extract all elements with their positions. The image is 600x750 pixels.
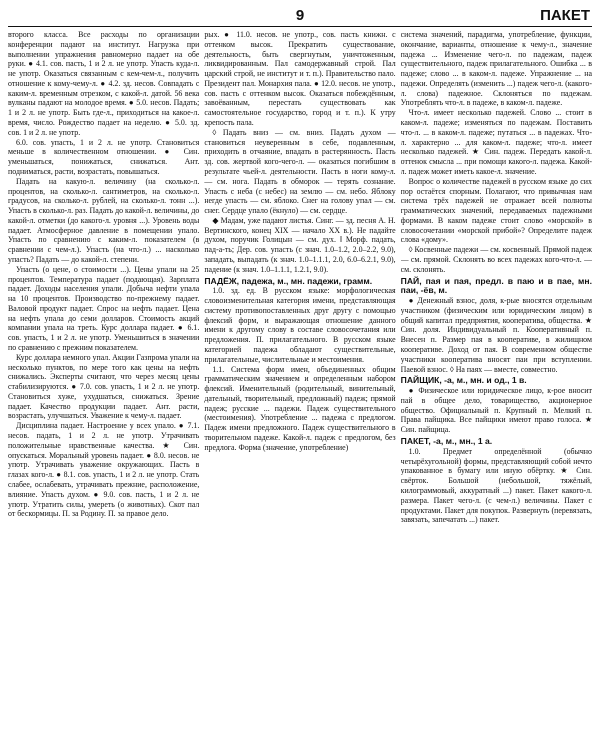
paragraph: система значений, парадигма, употребление, функции, окончание, варианты, отношение к чему-л., значение падежа ... Изменение чего-л. по падежам, падеж существительного, падеж прилагательного. Ошибка ... в падеже; слово ... в каком-л. падеже. Упражнение ... на падежи. Определять (изменить ...) падеж чего-л. (какого-л. слова) падежное. Склоняться по падежам. Употреблять что-л. в падеже, в каком-л. падеже. — [400, 30, 592, 108]
column-right — [401, 30, 592, 746]
paragraph: ● Денежный взнос, доля, к-рые вносятся отдельным участником (физическим или юридическим лицом) в общий капитал предприятия, кооператива, общества. ★ Син. доля. Индивидуальный п. Кооперативный п. Внесен п. Размер пая в кооперативе, в жилищном кооперативе. Доход от пая. В современном обществе участники кооператива вносят паи при вступлении. Паевой взнос. ◊ На паях — вместе, совместно. — [400, 296, 592, 374]
paragraph: ◊ Падать вниз — см. вниз. Падать духом — становиться неуверенным в себе, подавленным, приходить в отчаяние, впадать в растерянность. Пасть зд. сов. жертвой кого-чего-л. — оказаться погибшим в результате чьей-л. деятельности. Пасть в ноги кому-л. — см. нога. Падать в обморок — терять сознание. Упасть с неба (с небес) на землю — см. небо. Яблоку негде упасть — см. яблоко. Снег на голову упал — см. снег. Сердце упало (ёкнуло) — см. сердце. — [204, 127, 396, 216]
paragraph: Упасть (о цене, о стоимости ...). Цены упали на 25 процентов. Температура падает (подающая). Зарплата падает. Доходы населения упали. Добыча нефти упала на 10 процентов. Производство по-прежнему падает. Валовой продукт падает. Спрос на нефть падает. Цена на нефть упала до семи долларов. Стоимость акций компании упала на треть. Курс доллара падает. ● 6.1. сов. упасть, 1 и 2 л. не употр. Уменьшиться в значении по сравнению с прежним показателем. — [8, 264, 200, 352]
paragraph: второго класса. Все расходы по организации конференции падают на институт. Нагрузка при выполнении упражнения равномерно падает на обе руки. ● 4.1. сов. пасть, 1 и 2 л. не употр. Упасть куда-л. не употр. Оказаться связанным с кем-чем-л., получить отношение к кому-чему-л. ● 4.2. зд. несов. Совпадать с каким-л. временным отрезком, с какой-л. датой. 56 века вулканы падают на молодое время. ● 5.0. несов. Падать; 1 и 2 л. не употр. Быть где-л., приходиться на какое-л. время, число. Рождество падает на неделю. ● 5.0. зд. сов. 1 и 2 л. не употр. — [8, 30, 200, 137]
entry-headword: ПАЙЩИК, -а, м., мн. и од., 1 в. — [400, 375, 527, 386]
paragraph: Дисциплина падает. Настроение у всех упало. ● 7.1. несов. падать, 1 и 2 л. не употр. Утрачивать положительные нравственные качества. ★ Син. опускаться. Моральный уровень падает. ● 8.0. несов. не употр. Утрачивать уважение окружающих. Пасть в глазах кого-л. ● 8.1. сов. упасть, 1 и 2 л. не употр. Стать слабее, ослабевать, утрачивать прежние, расположение, влияние. Упасть духом. ● 9.0. сов. пасть, 1 и 2 л. не употр. Утратить силы, умереть (о животных). Скот пал от бескормицы. П. за Родину. П. за правое дело. — [8, 421, 200, 519]
paragraph: ◆ Мадам, уже падают листья. Синг. — зд. песня А. Н. Вертинского, конец XIX — начало XX в.). Не падайте духом, поручик Голицын — см. дух. ‖ Морф. падать, пад-а-ть; Дер. сов. упасть (с знач. 1.0–1.2, 2.0–2.2, 9.0), западать, выпадать (к знач. 1.0–1.1.1, 2.0, 6.0–6.2.1, 9.0), падение (к знач. 1.0–1.1.1, 1.2.1, 9.0). — [204, 215, 396, 274]
entry-headword: ПАДЁЖ, падежа, м., мн. падежи, грамм. — [204, 275, 373, 286]
paragraph: ● Физическое или юридическое лицо, к-рое вносит пай в общее дело, товарищество, акционерное общество. Официальный п. Крупный п. Мелкий п. Права пайщика. Все пайщики имеют право голоса. ★ Син. пайщица. — [400, 386, 592, 435]
paragraph: 1.0. зд. ед. В русском языке: морфологическая словоизменительная категория имени, представляющая систему противопоставленных друг другу с помощью флексий форм, и выражающая отношение данного имени к другому слову в составе словосочетания или предложения. П. прилагательного. В русском языке категорией падежа обладают существительные, прилагательные, числительные и местоимения. — [204, 286, 396, 364]
paragraph: ◊ Косвенные падежи — см. косвенный. Прямой падеж — см. прямой. Склонять во всех падежах кого-что-л. — см. склонять. — [400, 245, 592, 274]
paragraph: Курс доллара немного упал. Акции Газпрома упали на несколько пунктов, по мере того как цены на нефть снижались. Эксперты считают, что через месяц цены стабилизируются. ● 7.0. сов. упасть, 1 и 2 л. не употр. Становиться хуже, ухудшаться, снижаться. Зрение падает. Качество продукции падает. Ант. расти, возрастать, улучшаться. Уважение к чему-л. падает. — [8, 352, 200, 421]
paragraph: 6.0. сов. упасть, 1 и 2 л. не употр. Становиться меньше в количественном отношении. ● Син. уменьшаться, понижаться, снижаться. Ант. подниматься, расти, возрастать, повышаться. — [8, 137, 200, 176]
paragraph: 1.0. Предмет определённой (обычно четырёхугольной) формы, представляющий собой нечто упакованное в бумагу или иную обёртку. ★ Син. свёрток. Большой (небольшой, тяжёлый, килограммовый, аккуратный ...) пакет. Пакет какого-л. размера. Пакет чего-л. (с чем-л.) величины. Пакет с продуктами. Пакет для покупок. Развернуть (перевязать, завязать, запечатать ...) пакет. — [400, 446, 592, 525]
paragraph: Вопрос о количестве падежей в русском языке до сих пор остаётся спорным. Полагают, что привычная нам система трёх падежей не отражает всей полноты грамматических значений, передаваемых падежными формами. В каком падеже стоит слово «морской» в словосочетании «морской прибой»? Определите падеж слова «дому». — [400, 176, 592, 245]
text-columns — [8, 30, 592, 746]
page-number: 9 — [295, 7, 305, 24]
entry-headword: ПАЙ, пая и пая, предл. в паю и в пае, мн. паи, -ёв, м. — [400, 275, 592, 296]
page-header — [8, 6, 592, 27]
running-head: ПАКЕТ — [540, 7, 590, 24]
paragraph: Что-л. имеет несколько падежей. Слово ... стоит в каком-л. падеже; изменяться по падежам. Поставить что-л. ... в каком-л. падеже; путаться ... в падежах. Что-л. характерно ... для каком-л. падеже; что-л. имеет несколько падежей. ★ Син. падеж. Передать какой-л. оттенок смысла ... при помощи какого-л. падежа. Какой-л. падеж может иметь какое-л. значение. — [400, 108, 592, 176]
paragraph: рых. ● 11.0. несов. не употр., сов. пасть книжн. с оттенком высок. Прекратить существование, деятельность, быть свергнутым, уничтоженным, ликвидированным. Пал самодержавный строй. Пал царский строй, не институт и т. п.). Правительство пало. Президент пал. Монархия пала. ● 12.0. несов. не употр., сов. пасть с оттенком высок. Оказаться побеждённым, завоёванным, перестать существовать как самостоятельное государство, город и т. п.). К утру крепость пала. — [204, 30, 396, 128]
column-left — [8, 30, 199, 746]
paragraph: 1.1. Система форм имен, объединенных общим грамматическим значением и определенным набором флексий. Именительный (родительный, винительный, дательный, творительный, предложный) падеж; прямой падеж; русские ... падежи. Падеж существительного (местоимения). Употребление ... падежа с предлогом. Падеж имени предложного. Падеж существительного в творительном падеже. Какой-л. падеж с предлогом, без предлога. Форма (значение, употребление) — [204, 364, 396, 452]
paragraph: Падать на какую-л. величину (на сколько-л. процентов, на сколько-л. сантиметров, на сколько-л. градусов, на сколько-л. рублей, на сколько-л. тонн ...). Упасть в сколько-л. раз. Падать до какой-л. величины, до какой-л. отметки (до какого-л. уровня ...). Уровень воды падает. Атмосферное давление в помещении упало. Упасть по сравнению с каким-л. показателем (в сравнении с чем-л.). Упасть (на что-л.) ... насколько упасть? Падать — до какой-л. степени. — [8, 176, 200, 264]
entry-headword: ПАКЕТ, -а, м., мн., 1 а. — [400, 436, 493, 447]
column-middle — [204, 30, 395, 746]
